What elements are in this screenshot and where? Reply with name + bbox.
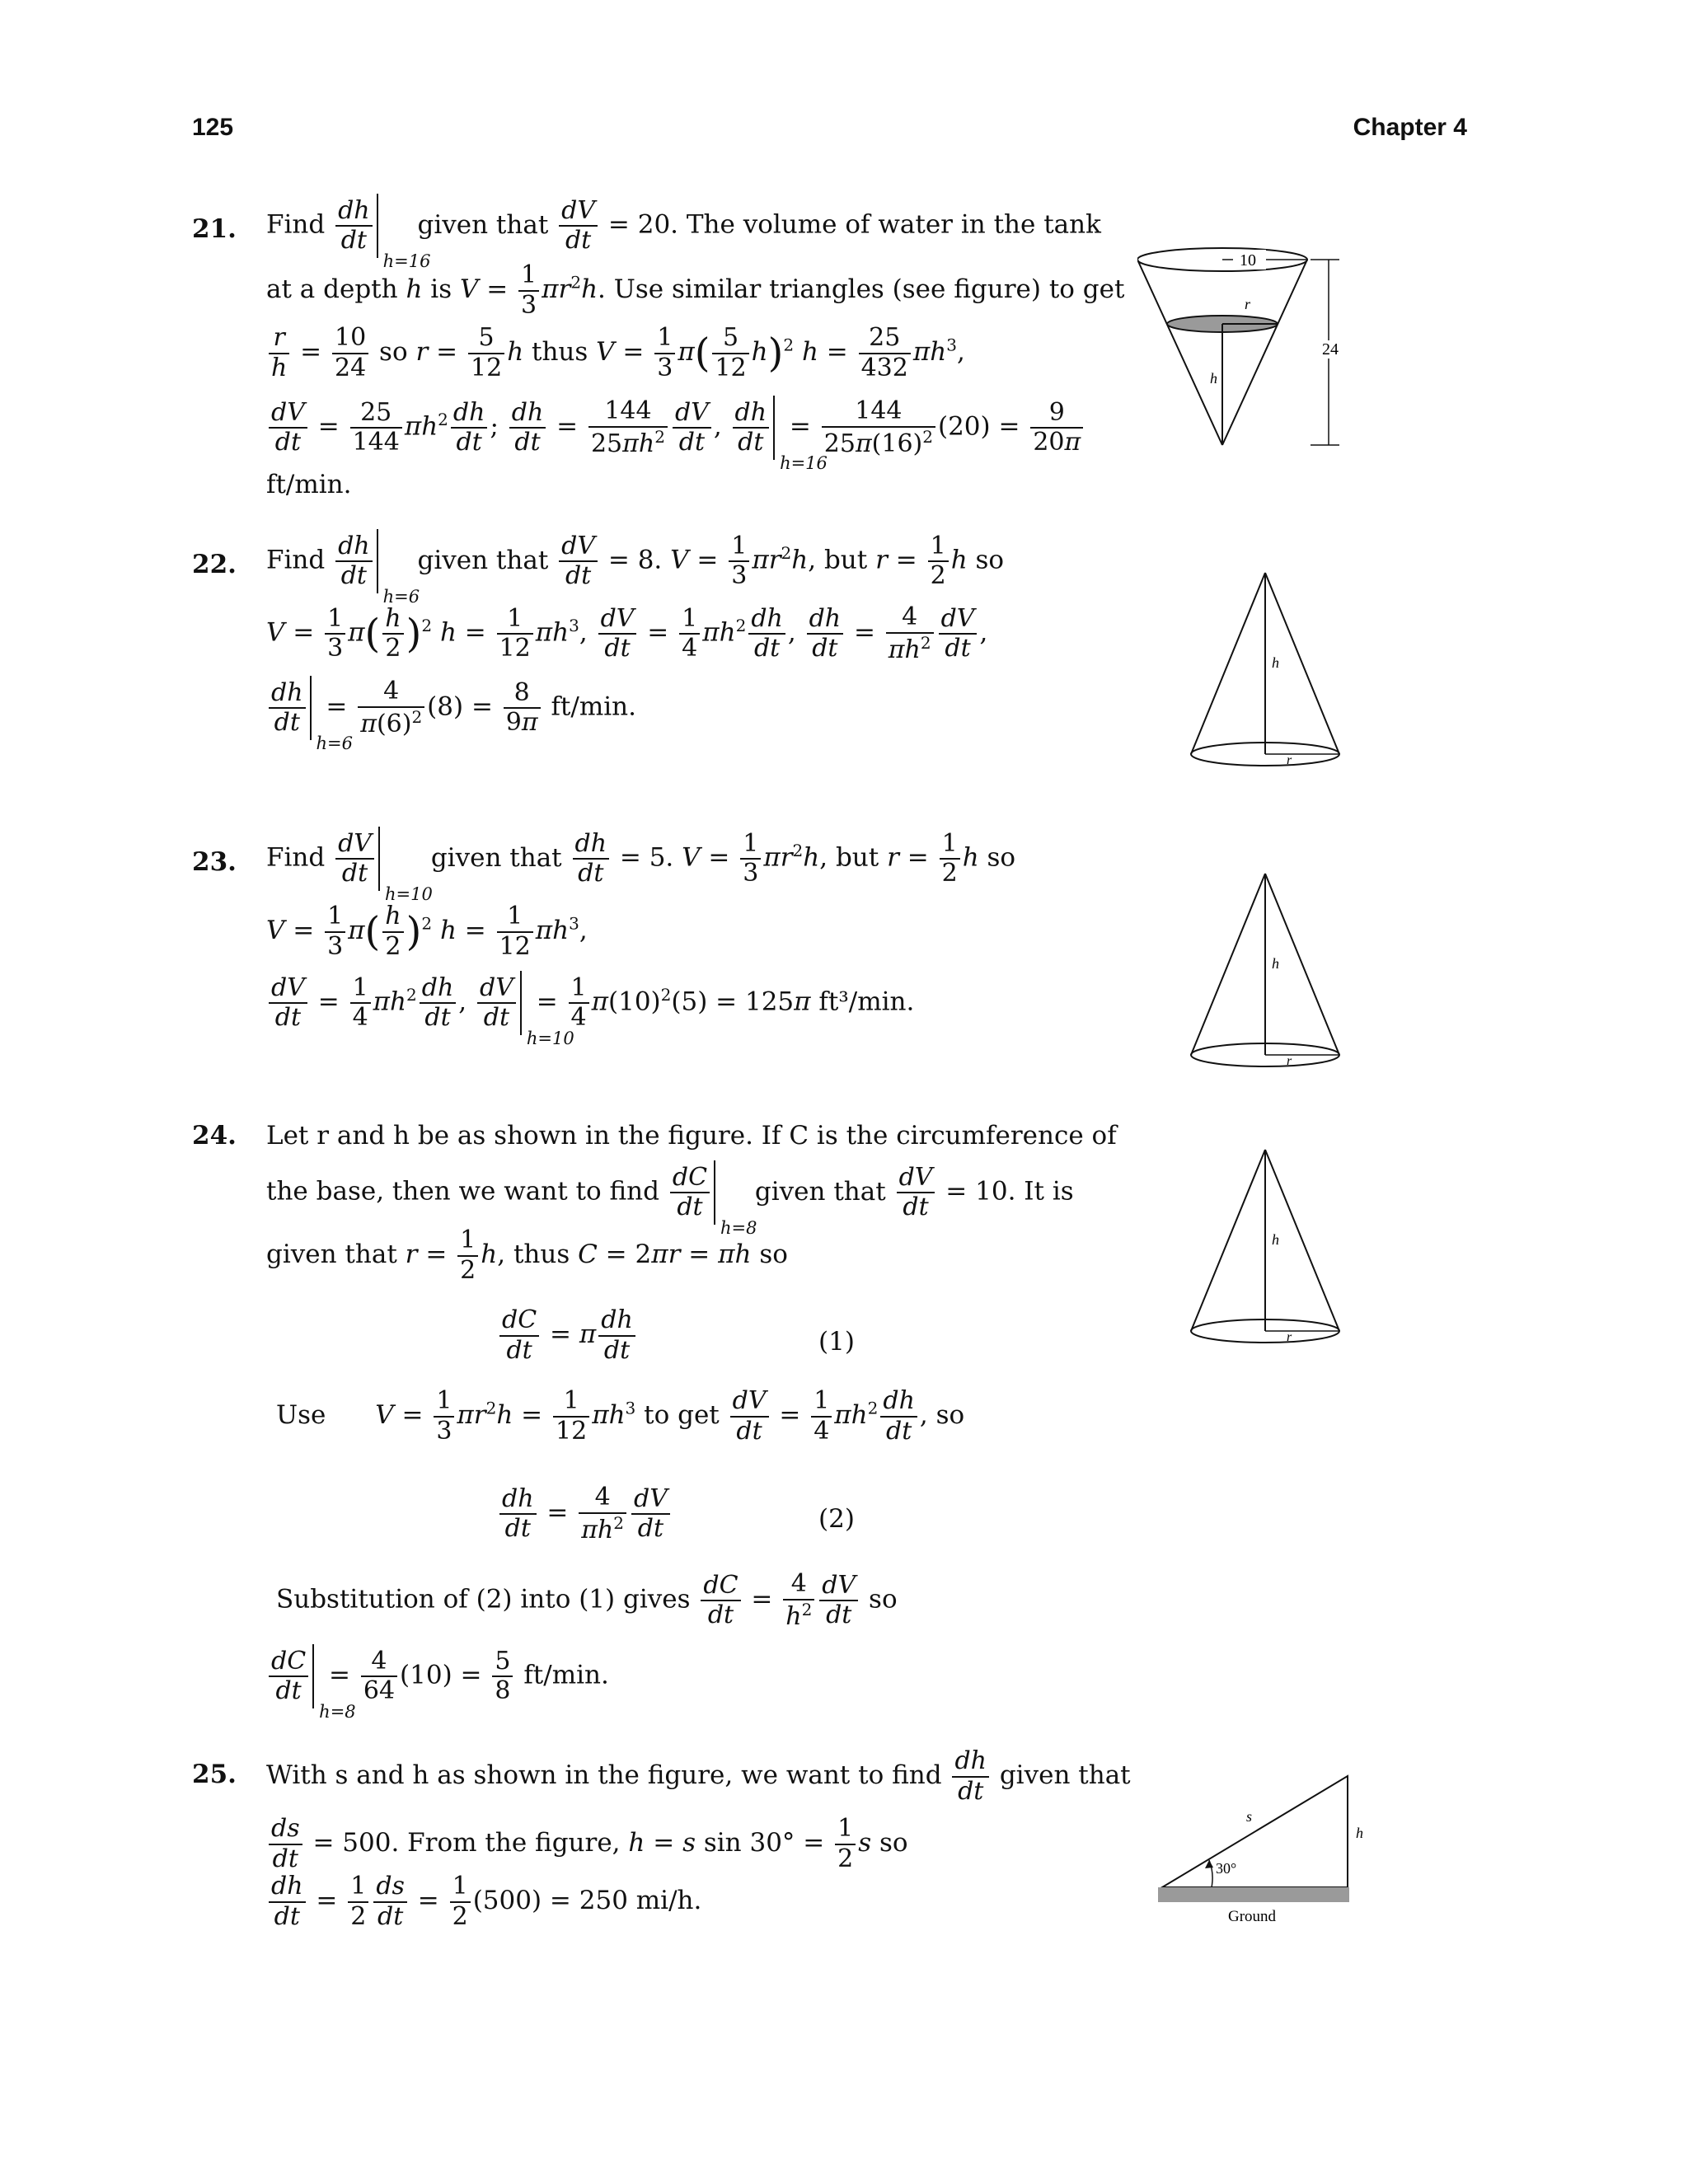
result-line: $\frac{dh}{dt}$ h=6 = $\frac{4}{\pi(6)^2}$ (8) = $\frac{8}{9\pi}$ ft/min. [266, 676, 636, 740]
so-text: so [935, 1400, 965, 1430]
volume-line: at a depth h is V = $\frac{1}{3}$ $\pi r^2h$. Use similar triangles (see figure) to get [266, 260, 1125, 320]
problem-number: 24. [192, 1121, 237, 1151]
angle-label: 30° [1216, 1860, 1237, 1877]
given-that-text: given that [417, 209, 549, 240]
problem-number: 23. [192, 847, 237, 877]
problem-number: 21. [192, 214, 237, 244]
r-label: r [1245, 296, 1251, 312]
h-label: h [1272, 654, 1279, 671]
radius-line: given that r = $\frac{1}{2}$ h, thus C = 2πr = πh so [266, 1226, 788, 1285]
substitution-text: Substitution of (2) into (1) gives [276, 1584, 691, 1615]
unit-text: ft/min. [551, 691, 636, 722]
h-label: h [1272, 955, 1279, 972]
problem-number: 25. [192, 1760, 237, 1789]
intro-text: With s and h as shown in the figure, we want to find [266, 1760, 942, 1790]
to-get-text: to get [644, 1400, 720, 1430]
so-text: so [869, 1584, 898, 1615]
unit-text: ft/min. [266, 470, 352, 499]
condition-text: = 10. It is [945, 1176, 1074, 1207]
find-text: Find [266, 545, 326, 575]
use-text: Use [276, 1400, 326, 1430]
h-label: h [1210, 370, 1217, 387]
find-text: Find [266, 842, 326, 873]
problem-number: 22. [192, 550, 237, 579]
unit-text: ft³/min. [818, 987, 915, 1017]
cone-figure [1183, 869, 1348, 1079]
given-that-text: given that [754, 1176, 886, 1207]
condition-line: $\frac{ds}{dt}$ = 500. From the figure, h = s sin 30° = $\frac{1}{2}$ s so [266, 1815, 908, 1873]
cone-figure [1183, 569, 1348, 778]
derivative-line: $\frac{dV}{dt}$ = $\frac{25}{144}$ $\pi h^2$ $\frac{dh}{dt}$ ; $\frac{dh}{dt}$ = $\frac{144}{25\pi h^2}$ $\frac{dV}{dt}$ , $\frac{dh}{dt}$ h=16 = $\frac{144}{25\pi(16)^2}$ (20) = $\frac{9}{20\pi}$ [266, 396, 1085, 460]
h-label: h [1272, 1231, 1279, 1248]
height-label: 24 [1322, 340, 1339, 359]
volume-line: V = $\frac{1}{3}$ π( $\frac{h}{2}$ )$^2$ h = $\frac{1}{12}$ $\pi h^3$, $\frac{dV}{dt}$ = $\frac{1}{4}$ $\pi h^2$ $\frac{dh}{dt}$ , $\frac{dh}{dt}$ = $\frac{4}{\pi h^2}$ $\frac{dV}{dt}$ , [266, 602, 988, 664]
chapter-title: Chapter 4 [1353, 114, 1467, 141]
r-label: r [1287, 753, 1292, 767]
h-label: h [1356, 1825, 1363, 1841]
r-label: r [1287, 1330, 1292, 1344]
equation-2-label: (2) [818, 1504, 855, 1534]
unit-text: ft/min. [523, 1660, 609, 1690]
top-diameter-label: 10 [1240, 251, 1256, 269]
cone-figure [1183, 1146, 1348, 1355]
result-line: $\frac{dV}{dt}$ = $\frac{1}{4}$ $\pi h^2$ $\frac{dh}{dt}$ , $\frac{dV}{dt}$ h=10 = $\frac{1}{4}$ $\pi(10)^2(5) = 125\pi$ ft³/min. [266, 971, 914, 1035]
cone-tank-figure [1137, 243, 1352, 461]
ground-label: Ground [1228, 1908, 1277, 1925]
r-label: r [1287, 1054, 1292, 1068]
intro-text-2: the base, then we want to find [266, 1176, 659, 1207]
given-that-text: given that [430, 842, 562, 873]
find-text: Find [266, 209, 326, 240]
intro-text: Let r and h be as shown in the figure. If C is the circumference of [266, 1121, 1117, 1151]
equation-1: $\frac{dC}{dt}$ = π $\frac{dh}{dt}$ [497, 1306, 638, 1365]
similar-triangles-line: $\frac{r}{h}$ = $\frac{10}{24}$ so r = $\frac{5}{12}$ h thus V = $\frac{1}{3}$ π( $\frac{5}{12}$ h)$^2$ h = $\frac{25}{432}$ $\pi h^3$, [266, 324, 965, 382]
result-line: $\frac{dC}{dt}$ h=8 = $\frac{4}{64}$ (10) = $\frac{5}{8}$ ft/min. [266, 1644, 609, 1708]
equation-1-label: (1) [818, 1327, 855, 1357]
s-label: s [1246, 1808, 1253, 1825]
page-number: 125 [192, 114, 234, 141]
volume-line: V = $\frac{1}{3}$ π( $\frac{h}{2}$ )$^2$ h = $\frac{1}{12}$ $\pi h^3$, [266, 902, 588, 961]
given-that-text: given that [417, 545, 549, 575]
given-that-text: given that [999, 1760, 1131, 1790]
equation-2: $\frac{dh}{dt}$ = $\frac{4}{\pi h^2}$ $\frac{dV}{dt}$ [497, 1483, 673, 1544]
triangle-figure [1158, 1768, 1389, 1936]
unit-text: mi/h. [635, 1886, 702, 1915]
result-line: $\frac{dh}{dt}$ = $\frac{1}{2}$ $\frac{ds}{dt}$ = $\frac{1}{2}$ (500) = 250 mi/h. [266, 1872, 701, 1931]
condition-text: = 20. The volume of water in the tank [607, 209, 1101, 240]
